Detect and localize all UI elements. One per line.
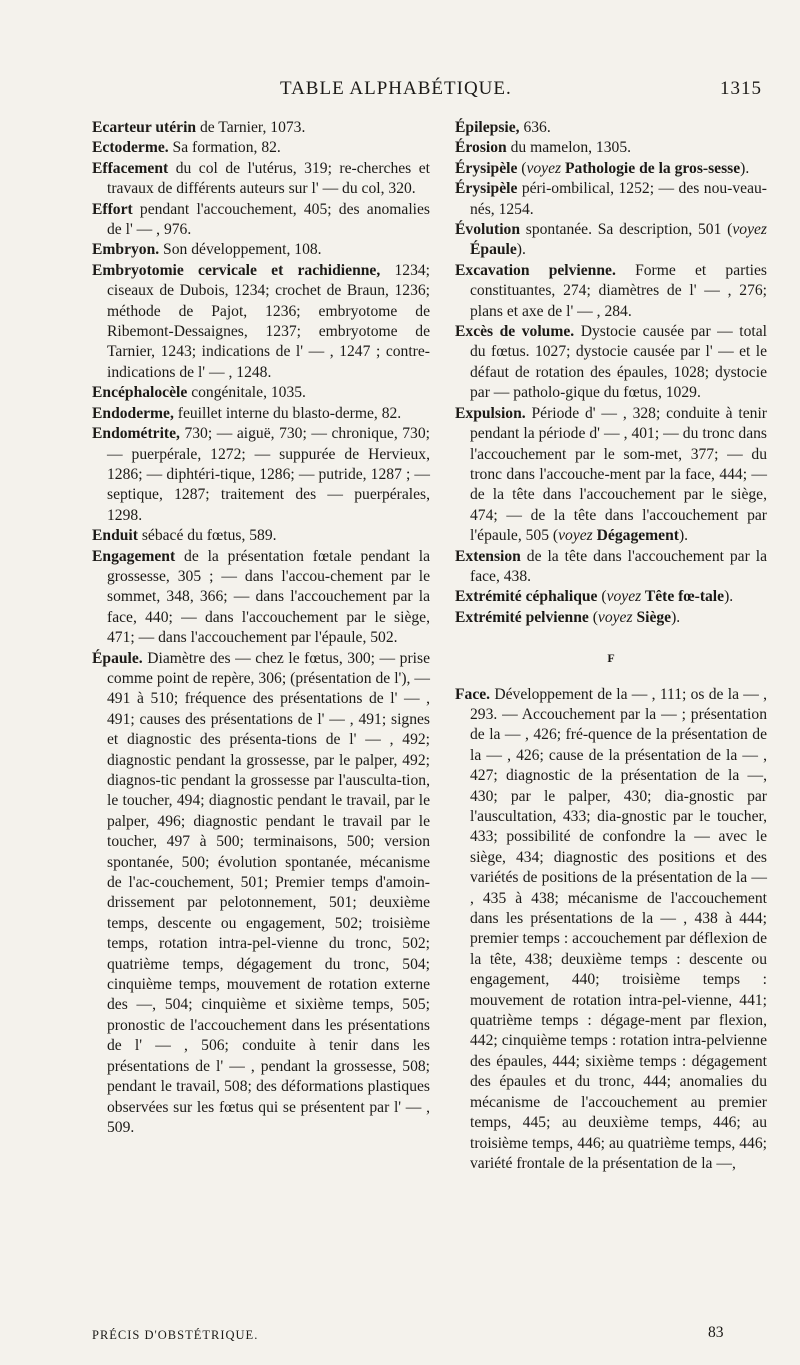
- index-entry: Engagement de la présentation fœtale pendant la grossesse, 305 ; — dans l'accou-chement par le sommet, 348, 366; — dans l'accouchement par la face, 440; — dans l'accouchement par le siège, 471; — dans l'accouchement par l'épaule, 502.: [92, 547, 430, 647]
- index-entry: Érosion du mamelon, 1305.: [455, 139, 632, 157]
- page-number: 1315: [720, 78, 762, 99]
- index-entry: Extrémité pelvienne (voyez Siège).: [455, 608, 681, 626]
- index-entry: Extension de la tête dans l'accouchement par la face, 438.: [455, 547, 767, 585]
- index-entry: Érysipèle (voyez Pathologie de la gros-sesse).: [455, 159, 750, 177]
- index-entry: Face. Développement de la — , 111; os de la — , 293. — Accouchement par la — ; présentation de la — , 426; fré-quence de la présentation de la — , 426; cause de la présentation de la — , 427; diagnostic de la présentation de la —, 430; par le palper, 430; dia-gnostic par l'auscultation, 433; dia-gnostic par le toucher, 433; possibilité de confondre la — avec le siège, 434; diagnostic des positions et des variétés de positions de la présentation de la — , 435 à 438; mécanisme de l'accouchement dans les présentations de la — , 438 à 444; premier temps : accouchement par déflexion de la tête, 438; deuxième temps : descente ou engagement, 440; troisième temps : mouvement de rotation intra-pel-vienne, 441; quatrième temps : dégage-ment par flexion, 442; cinquième temps : rotation intra-pelvienne des épaules, 444; sixième temps : dégagement des épaules et du tronc, 444; anomalies du mécanisme de l'accouchement au premier temps, 445; au deuxième temps, 446; au troisième temps, 446; au quatrième temps, 446; variété frontale de la présentation de la —,: [455, 685, 767, 1172]
- index-entry: Érysipèle péri-ombilical, 1252; — des nou-veau-nés, 1254.: [455, 180, 767, 218]
- index-entry: Embryotomie cervicale et rachidienne, 1234; ciseaux de Dubois, 1234; crochet de Braun, 1236; méthode de Pajot, 1236; embryotome de Ribemont-Dessaignes, 1237; embryotome de Tarnier, 1243; indications de l' — , 1247 ; contre-indications de l' — , 1248.: [92, 261, 430, 381]
- index-entry: Ecarteur utérin de Tarnier, 1073.: [92, 119, 306, 136]
- running-header: [280, 78, 762, 104]
- footer-signature: 83: [708, 1324, 724, 1341]
- index-entry: Effort pendant l'accouchement, 405; des anomalies de l' — , 976.: [92, 200, 430, 239]
- right-column: [455, 118, 767, 1174]
- index-entry: Effacement du col de l'utérus, 319; re-cherches et travaux de différents auteurs sur l' — du col, 320.: [92, 159, 430, 198]
- index-entry: Enduit sébacé du fœtus, 589.: [92, 527, 277, 545]
- index-entry: Épilepsie, 636.: [455, 119, 551, 136]
- index-entry: Évolution spontanée. Sa description, 501 (voyez Épaule).: [455, 221, 767, 259]
- footer-book-title: PRÉCIS D'OBSTÉTRIQUE.: [92, 1328, 259, 1342]
- index-entry: Endoderme, feuillet interne du blasto-derme, 82.: [92, 404, 402, 422]
- index-entry: Excavation pelvienne. Forme et parties constituantes, 274; diamètres de l' — , 276; plans et axe de l' — , 284.: [455, 261, 768, 320]
- index-entry: Excès de volume. Dystocie causée par — total du fœtus. 1027; dystocie causée par l' — et le défaut de rotation des épaules, 1028; dystocie par — patholo-gique du fœtus, 1029.: [455, 323, 767, 402]
- page-title: TABLE ALPHABÉTIQUE.: [280, 78, 512, 99]
- index-entry: Épaule. Diamètre des — chez le fœtus, 300; — prise comme point de repère, 306; (présentation de l'), — 491 à 510; fréquence des présentations de l' — , 491; causes des présentations de l' — , 491; signes et diagnostic des présenta-tions de l' — , 492; diagnostic pendant la grossesse, par le palper, 492; diagnos-tic pendant la grossesse par l'ausculta-tion, le toucher, 494; diagnostic pendant le travail, par le palper, 496; diagnostic pendant le travail par le toucher, 497 à 500; terminaisons, 500; version spontanée, 500; évolution spontanée, mécanisme de l'ac-couchement, 501; Premier temps d'amoin-drissement par pelotonnement, 501; deuxième temps, descente ou engagement, 502; troisième temps, rotation intra-pel-vienne du tronc, 502; quatrième temps, dégagement du tronc, 504; cinquième temps, mouvement de rotation externe des —, 504; cinquième et sixième temps, 505; pronostic de l'accouchement dans les présentations de l' — , 506; conduite à tenir dans les présentations de l' — , pendant la grossesse, 508; pendant le travail, 508; des déformations plastiques observées sur les fœtus qui se présentent par l' — , 509.: [92, 649, 430, 1136]
- section-letter: F: [607, 651, 615, 666]
- index-entry: Embryon. Son développement, 108.: [92, 241, 322, 259]
- index-entry: Encéphalocèle congénitale, 1035.: [92, 384, 306, 402]
- index-entry: Ectoderme. Sa formation, 82.: [92, 139, 281, 157]
- left-column: [92, 118, 430, 1138]
- index-entry: Expulsion. Période d' — , 328; conduite à tenir pendant la période d' — , 401; — du tronc dans l'accouchement par le som-met, 377; — du tronc dans l'accouche-ment par la face, 444; — de la tête dans l'accouchement par le siège, 474; — de la tête dans l'accouchement par l'épaule, 505 (voyez Dégagement).: [455, 404, 767, 545]
- index-entry: Endométrite, 730; — aiguë, 730; — chronique, 730; — puerpérale, 1272; — suppurée de Hervieux, 1286; — diphtéri-tique, 1286; — putride, 1287 ; — septique, 1287; traitement des — puerpérales, 1298.: [92, 425, 430, 524]
- index-entry: Extrémité céphalique (voyez Tête fœ-tale).: [455, 588, 734, 606]
